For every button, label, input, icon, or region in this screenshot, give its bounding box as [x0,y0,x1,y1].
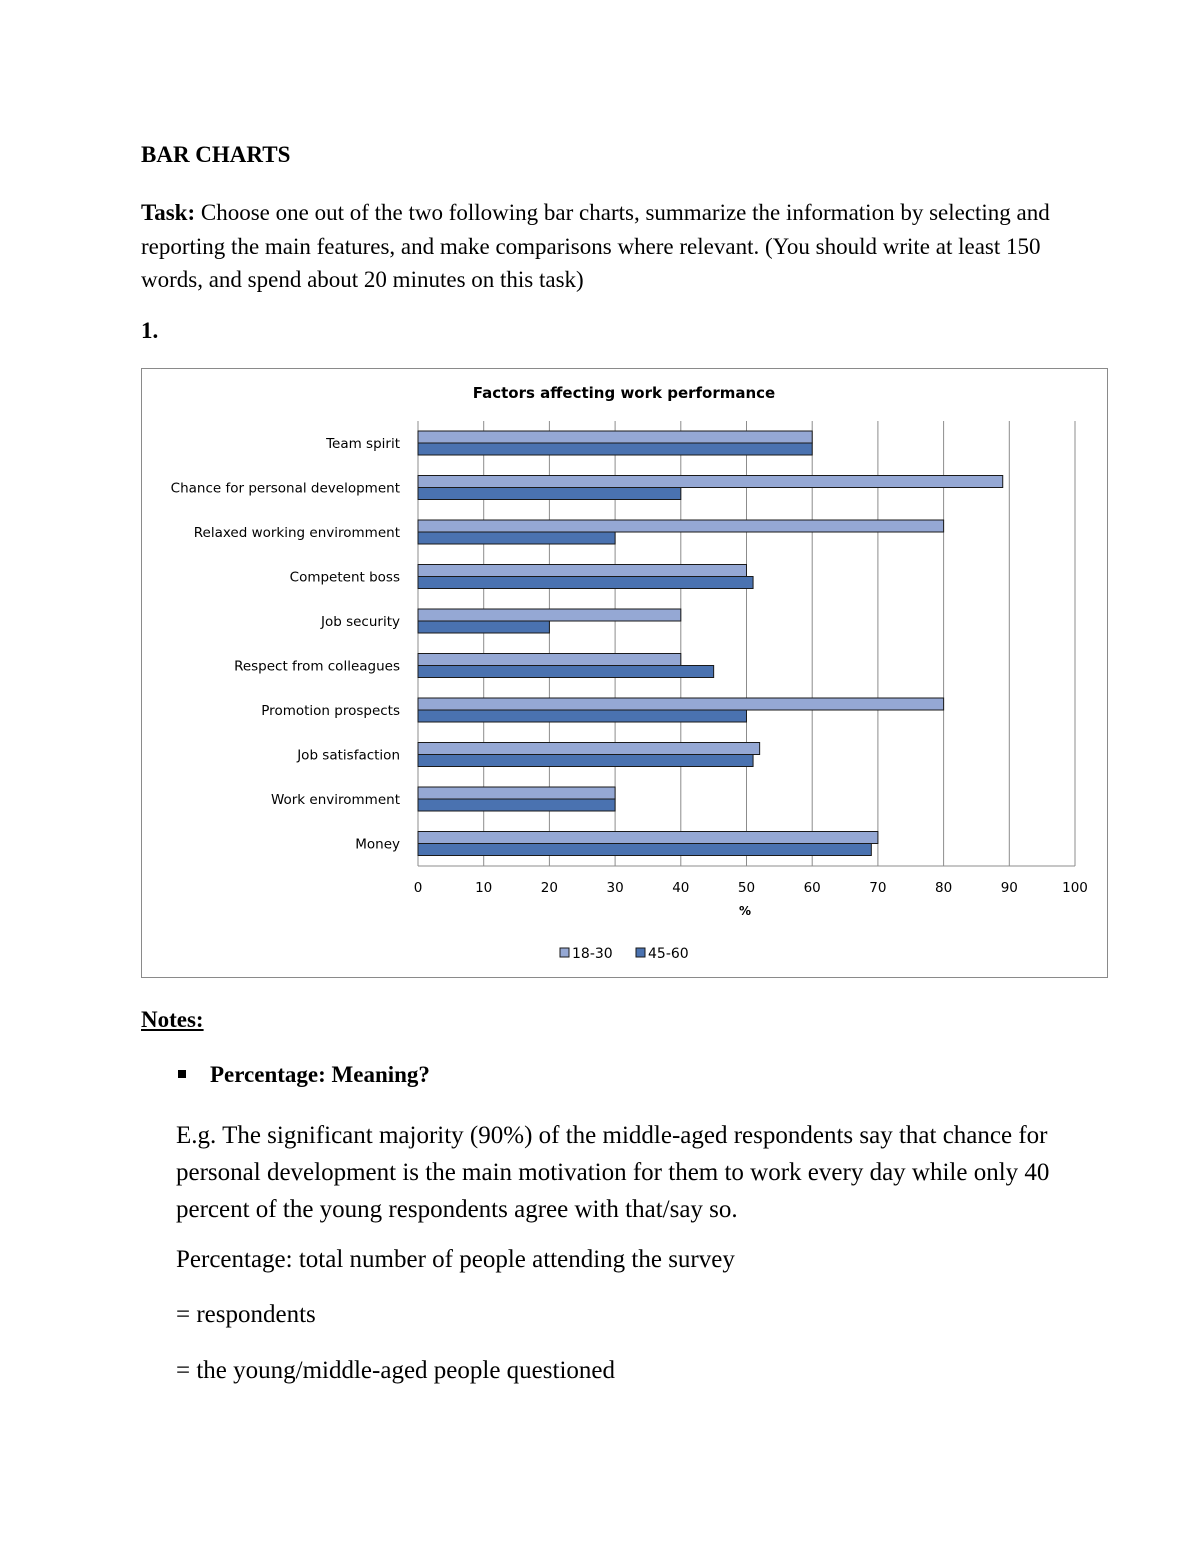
notes-heading: Notes: [141,1007,204,1032]
bar-age-45-60-5 [418,666,714,678]
task-label: Task: [141,200,196,225]
bar-age-18-30-8 [418,787,615,799]
bar-age-45-60-7 [418,755,753,767]
page-title: BAR CHARTS [141,142,291,167]
bar-age-45-60-6 [418,710,747,722]
x-tick-label-70: 70 [869,880,887,896]
bar-age-45-60-9 [418,844,871,856]
category-label: Team spirit [326,436,400,452]
category-label: Chance for personal development [170,480,400,497]
x-tick-label-20: 20 [540,880,558,896]
legend-label-1: 45-60 [648,946,689,962]
x-tick-label-30: 30 [606,880,624,896]
bar-age-45-60-3 [418,577,753,589]
legend-swatch-0 [560,948,569,957]
bar-age-18-30-4 [418,609,681,621]
x-tick-label-90: 90 [1000,880,1018,896]
x-tick-label-60: 60 [803,880,821,896]
chart-container [141,368,1108,978]
x-tick-label-80: 80 [935,880,953,896]
x-tick-label-0: 0 [413,880,423,896]
bullet-item [178,1062,430,1088]
category-label: Money [355,836,400,853]
legend-swatch-1 [636,948,645,957]
bar-age-45-60-8 [418,799,615,811]
definition-line-3: = the young/middle-aged people questioned [176,1357,615,1384]
category-label: Work enviromment [270,792,400,808]
category-label: Respect from colleagues [234,658,400,675]
bar-age-18-30-5 [418,654,681,666]
square-bullet-icon [178,1070,186,1078]
chart-number: 1. [141,318,159,343]
bar-age-18-30-3 [418,565,747,577]
category-label: Relaxed working enviromment [193,525,400,541]
task-paragraph [141,196,1056,297]
bar-age-18-30-7 [418,743,760,755]
bar-age-18-30-2 [418,520,944,532]
bar-age-45-60-4 [418,621,549,633]
x-axis-label: % [738,904,752,918]
bar-age-18-30-1 [418,476,1003,488]
bar-age-18-30-0 [418,431,812,443]
x-tick-label-40: 40 [672,880,690,896]
category-label: Promotion prospects [261,703,400,719]
bullet-text: Percentage: Meaning? [210,1062,430,1087]
definition-line-2: = respondents [176,1301,316,1328]
definition-line-1: Percentage: total number of people attending the survey [176,1246,735,1273]
category-label: Competent boss [289,569,400,586]
legend-label-0: 18-30 [572,946,613,962]
example-paragraph: E.g. The significant majority (90%) of the middle-aged respondents say that chance for personal development is the main motivation for them to work every day while only 40 percent of the young respondents agree with that/say so. [176,1122,1050,1223]
task-text: Choose one out of the two following bar charts, summarize the information by selecting and reporting the main features, and make comparisons where relevant. (You should write at least 150 words, and spend about 20 minutes on this task) [141,200,1050,292]
x-tick-label-10: 10 [475,880,493,896]
bar-age-45-60-0 [418,443,812,455]
chart-title: Factors affecting work performance [472,384,776,402]
x-tick-label-100: 100 [1062,880,1088,896]
bar-age-45-60-1 [418,488,681,500]
category-label: Job security [320,614,400,630]
bar-age-45-60-2 [418,532,615,544]
bar-chart [142,369,1107,977]
bar-age-18-30-6 [418,698,944,710]
category-label: Job satisfaction [297,747,400,764]
bar-age-18-30-9 [418,832,878,844]
x-tick-label-50: 50 [737,880,756,896]
